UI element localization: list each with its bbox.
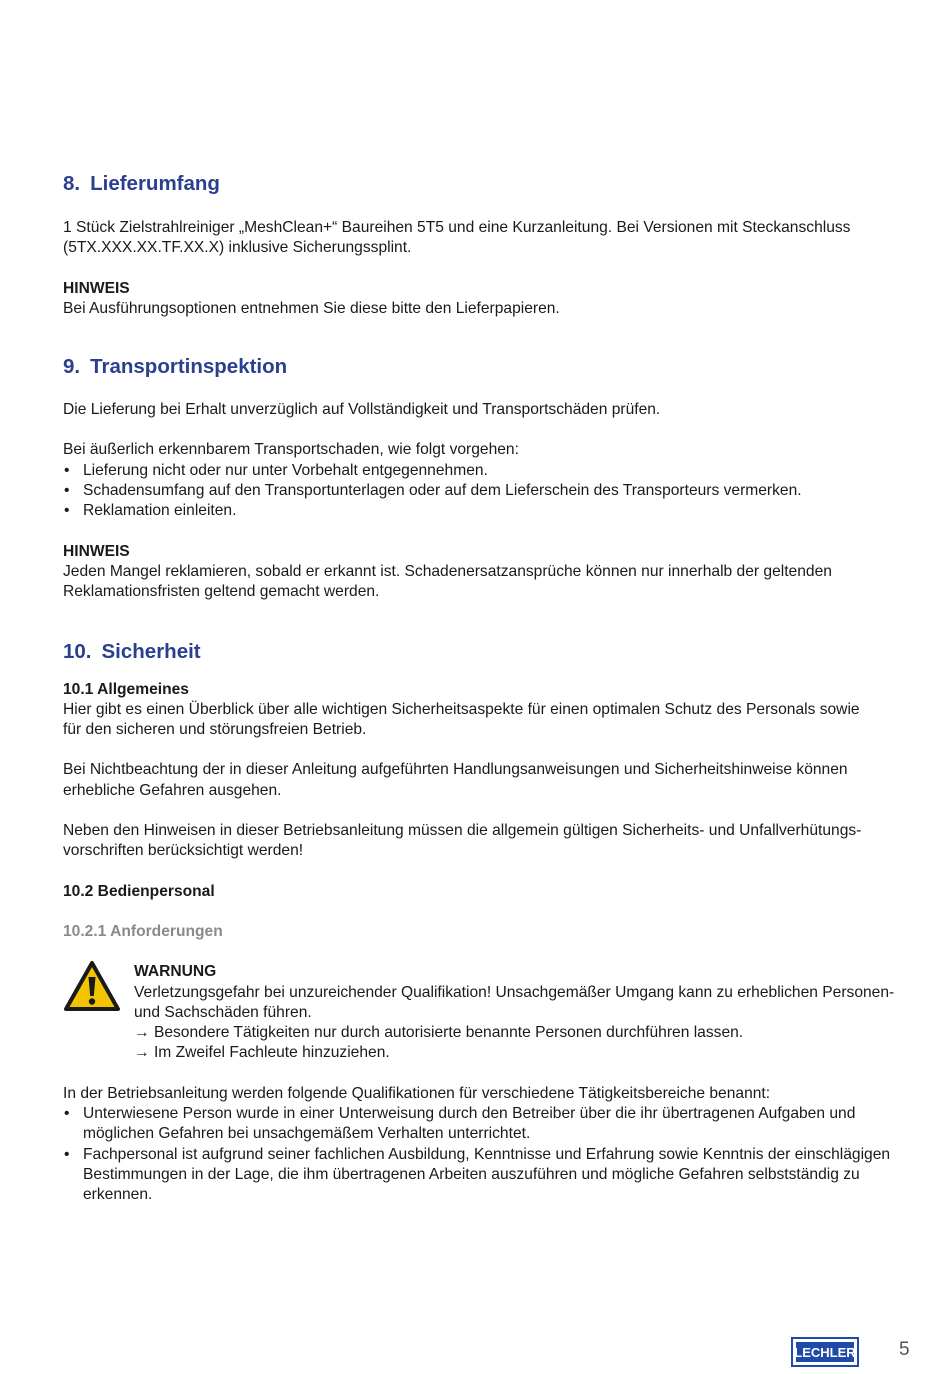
subsection-heading: 10.1 Allgemeines <box>63 680 189 698</box>
note-label: HINWEIS <box>63 279 130 297</box>
warning-text: Verletzungsgefahr bei unzureichender Qualifikation! Unsachgemäßer Umgang kann zu erheblichen Personen- <box>134 983 895 1001</box>
right-arrow-icon: → <box>134 1024 150 1042</box>
list-item-line: möglichen Gefahren bei unsachgemäßem Verhalten unterrichtet. <box>83 1125 531 1143</box>
list-item-line: Bestimmungen in der Lage, die ihm übertragenen Arbeiten auszuführen und mögliche Gefahren selbstständig zu <box>83 1165 860 1183</box>
section-number: 8. <box>63 172 81 195</box>
list-item-line: Fachpersonal ist aufgrund seiner fachlichen Ausbildung, Kenntnisse und Erfahrung sowie Kenntnis der einschlägigen <box>83 1145 891 1163</box>
paragraph: für den sicheren und störungsfreien Betrieb. <box>63 721 367 739</box>
subsubsection-heading: 10.2.1 Anforderungen <box>63 922 223 940</box>
logo-text: LECHLER <box>794 1345 856 1360</box>
list-item: • Schadensumfang auf den Transportunterlagen oder auf dem Lieferschein des Transporteurs vermerken. <box>63 481 913 501</box>
paragraph: Bei äußerlich erkennbarem Transportschaden, wie folgt vorgehen: <box>63 441 519 459</box>
section-title: Sicherheit <box>101 639 201 663</box>
section-number: 9. <box>63 355 81 379</box>
section-title: Transportinspektion <box>90 355 288 379</box>
warning-block <box>63 962 913 1063</box>
paragraph: Bei Nichtbeachtung der in dieser Anleitung aufgeführten Handlungsanweisungen und Sicherheitshinweise können <box>63 761 848 779</box>
bullet-list <box>63 1104 913 1205</box>
note-label: HINWEIS <box>63 542 130 560</box>
paragraph: vorschriften berücksichtigt werden! <box>63 842 304 860</box>
paragraph: Hier gibt es einen Überblick über alle wichtigen Sicherheitsaspekte für einen optimalen Schutz des Personals sowie <box>63 700 860 718</box>
warning-text: und Sachschäden führen. <box>134 1003 312 1021</box>
list-item <box>63 1104 913 1145</box>
subsection-heading: 10.2 Bedienpersonal <box>63 882 215 900</box>
list-item <box>63 1145 913 1206</box>
page-number: 5 <box>899 1339 910 1360</box>
warning-action <box>134 1043 913 1063</box>
section-number: 10. <box>63 639 92 663</box>
list-item-line: erkennen. <box>83 1186 153 1204</box>
note-text: Jeden Mangel reklamieren, sobald er erkannt ist. Schadenersatzansprüche können nur innerhalb der geltenden <box>63 562 832 580</box>
paragraph: (5TX.XXX.XX.TF.XX.X) inklusive Sicherungssplint. <box>63 239 412 257</box>
paragraph: erhebliche Gefahren ausgehen. <box>63 781 282 799</box>
warning-label: WARNUNG <box>134 963 217 981</box>
section-9-heading <box>63 353 913 381</box>
note-text: Bei Ausführungsoptionen entnehmen Sie diese bitte den Lieferpapieren. <box>63 299 560 317</box>
document-page <box>63 170 913 1206</box>
paragraph: In der Betriebsanleitung werden folgende Qualifikationen für verschiedene Tätigkeitsbereiche benannt: <box>63 1084 771 1102</box>
lechler-logo <box>791 1337 859 1367</box>
warning-action <box>134 1023 913 1043</box>
bullet-list <box>63 461 913 522</box>
section-10-heading <box>63 638 913 666</box>
paragraph: Die Lieferung bei Erhalt unverzüglich auf Vollständigkeit und Transportschäden prüfen. <box>63 401 661 419</box>
warning-action-text: Besondere Tätigkeiten nur durch autorisierte benannte Personen durchführen lassen. <box>153 1024 744 1042</box>
section-8-heading <box>63 170 913 198</box>
paragraph: Neben den Hinweisen in dieser Betriebsanleitung müssen die allgemein gültigen Sicherheits- und Unfallverhütungs- <box>63 822 862 840</box>
warning-action-text: Im Zweifel Fachleute hinzuziehen. <box>153 1044 390 1062</box>
list-item-line: Unterwiesene Person wurde in einer Unterweisung durch den Betreiber über die ihr übertragenen Aufgaben und <box>83 1105 856 1123</box>
note-text: Reklamationsfristen geltend gemacht werden. <box>63 583 380 601</box>
list-item: • Lieferung nicht oder nur unter Vorbehalt entgegennehmen. <box>63 461 913 481</box>
section-title: Lieferumfang <box>90 172 220 195</box>
list-item: • Reklamation einleiten. <box>63 501 913 521</box>
paragraph: 1 Stück Zielstrahlreiniger „MeshClean+“ Baureihen 5T5 und eine Kurzanleitung. Bei Versionen mit Steckanschluss <box>63 219 851 236</box>
warning-triangle-icon <box>63 960 121 1012</box>
right-arrow-icon: → <box>134 1044 150 1062</box>
